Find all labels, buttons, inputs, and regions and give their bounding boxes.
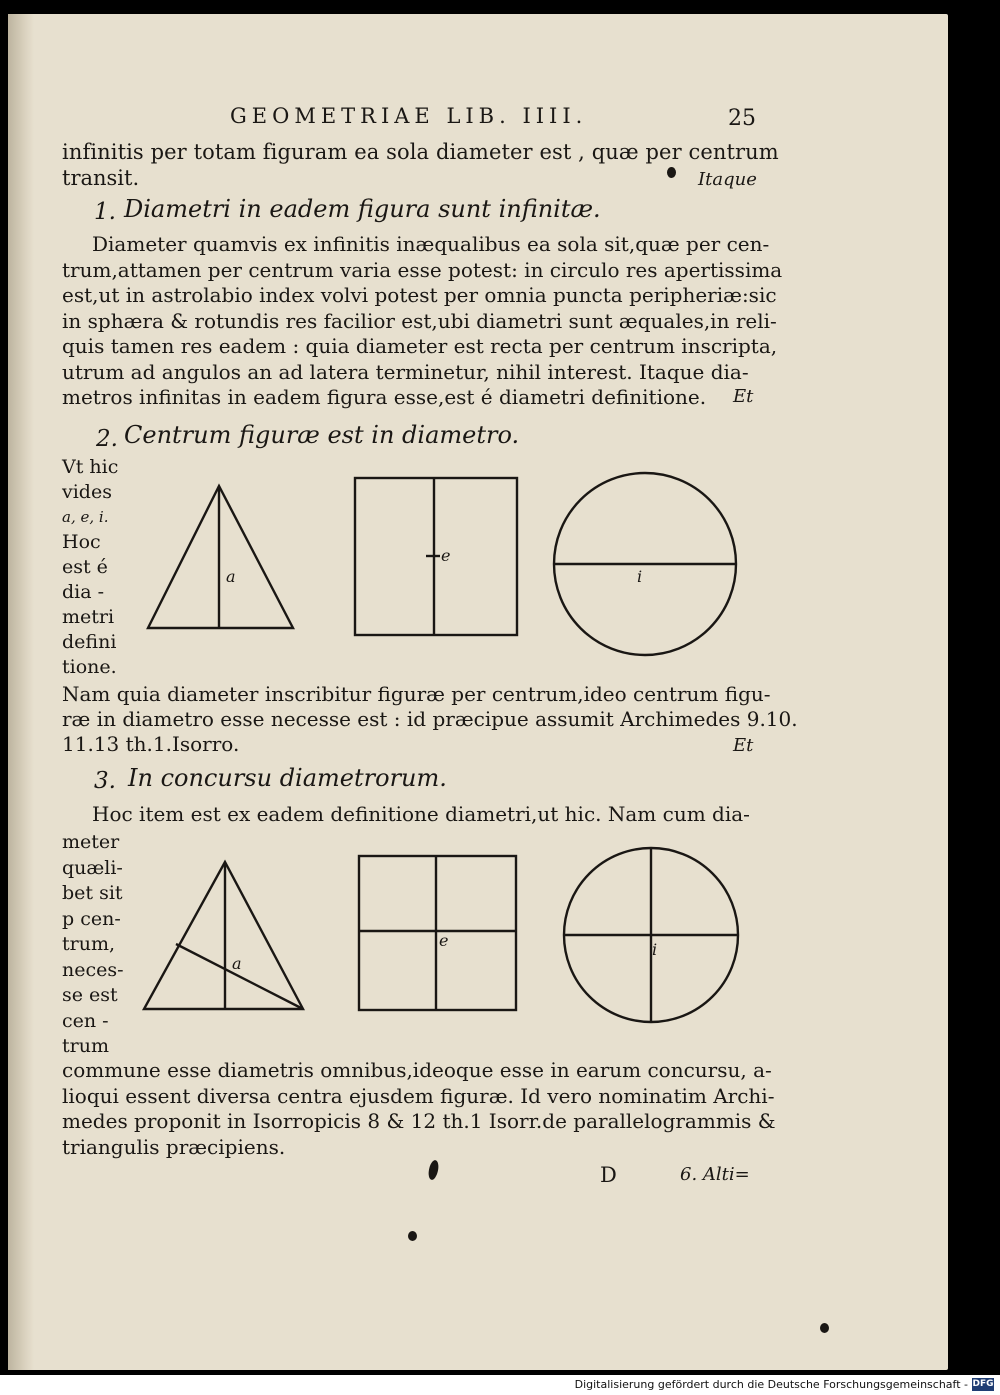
catchword-et-1: Et	[733, 386, 754, 407]
prop2-line: ræ in diametro esse necesse est : id præcipue assumit Archimedes 9.10.	[62, 707, 798, 731]
page-spine-shadow	[8, 14, 34, 1370]
intro-line-2: transit.	[62, 166, 140, 190]
prop3-line: lioqui essent diversa centra ejusdem figuræ. Id vero nominatim Archi-	[62, 1083, 775, 1108]
label-a: a	[226, 567, 236, 586]
prop1-line: trum,attamen per centrum varia esse potest: in circulo res apertissima	[62, 257, 783, 282]
prop3-after-text	[62, 1058, 776, 1160]
square-figure	[359, 856, 516, 1010]
intro-line-1: infinitis per totam figuram ea sola diameter est , quæ per centrum	[62, 140, 779, 164]
prop3-first-line: Hoc item est ex eadem definitione diametri,ut hic. Nam cum dia-	[92, 802, 750, 826]
ink-dot	[408, 1231, 417, 1241]
side-line: defini	[62, 631, 117, 653]
catchword-et-2: Et	[733, 735, 754, 756]
prop3-line: triangulis præcipiens.	[62, 1134, 286, 1159]
prop2-line: 11.13 th.1.Isorro.	[62, 732, 240, 756]
prop2-figures	[140, 470, 750, 670]
side-line: Hoc	[62, 531, 101, 553]
side-line: quæli-	[62, 856, 123, 879]
side-line: cen -	[62, 1009, 109, 1032]
footer-credit: Digitalisierung gefördert durch die Deutsche Forschungsgemeinschaft -	[574, 1378, 968, 1391]
prop3-side-text	[62, 830, 124, 1060]
prop1-number: 1.	[94, 199, 116, 225]
side-line: Vt hic	[62, 456, 119, 478]
digitization-footer	[0, 1375, 1000, 1395]
side-line: meter	[62, 831, 120, 853]
triangle-figure	[148, 486, 293, 628]
running-title: GEOMETRIAE LIB. IIII.	[230, 104, 588, 128]
ink-dot	[667, 167, 676, 178]
side-line: est é	[62, 556, 108, 578]
prop1-line: utrum ad angulos an ad latera terminetur, nihil interest. Itaque dia-	[62, 359, 749, 384]
side-line: metri	[62, 606, 115, 628]
prop2-line: Nam quia diameter inscribitur figuræ per centrum,ideo centrum figu-	[62, 682, 771, 706]
prop1-line: quis tamen res eadem : quia diameter est recta per centrum inscripta,	[62, 334, 778, 358]
prop2-after-text	[62, 682, 798, 757]
signature-mark: D	[600, 1163, 617, 1187]
label-e: e	[439, 931, 449, 950]
prop1-title: Diametri in eadem figura sunt infinitæ.	[124, 195, 601, 223]
side-line: trum	[62, 1035, 109, 1057]
prop2-side-text	[62, 455, 118, 680]
prop3-title: In concursu diametrorum.	[128, 764, 447, 792]
prop3-figures-svg	[140, 842, 750, 1032]
side-line: tione.	[62, 656, 117, 678]
side-line: se est	[62, 984, 118, 1006]
label-i: i	[637, 567, 643, 586]
label-a: a	[232, 954, 242, 973]
page-number: 25	[728, 106, 756, 131]
catchword-itaque: Itaque	[698, 169, 757, 190]
prop3-line: medes proponit in Isorropicis 8 & 12 th.1 Isorr.de parallelogrammis &	[62, 1109, 776, 1133]
dfg-logo: DFG	[972, 1379, 994, 1389]
label-e: e	[441, 546, 451, 565]
side-line: bet sit	[62, 882, 123, 904]
prop1-line: est,ut in astrolabio index volvi potest per omnia puncta peripheriæ:sic	[62, 283, 777, 307]
side-line: trum,	[62, 933, 116, 955]
prop2-title: Centrum figuræ est in diametro.	[124, 421, 520, 449]
label-i: i	[652, 940, 658, 959]
prop2-figures-svg	[140, 470, 750, 670]
side-line: a, e, i.	[62, 508, 109, 526]
prop2-number: 2.	[96, 426, 118, 452]
side-line: dia -	[62, 581, 105, 603]
catchword-alti: 6. Alti=	[680, 1164, 750, 1185]
triangle-figure	[144, 862, 303, 1009]
prop1-line: in sphæra & rotundis res facilior est,ubi diametri sunt æquales,in reli-	[62, 308, 777, 333]
prop1-line: Diameter quamvis ex infinitis inæqualibus ea sola sit,quæ per cen-	[92, 232, 770, 256]
prop1-text	[62, 232, 783, 411]
side-line: vides	[62, 481, 112, 503]
side-line: neces-	[62, 958, 124, 981]
prop3-figures	[140, 842, 750, 1032]
prop1-line: metros infinitas in eadem figura esse,est é diametri definitione.	[62, 385, 707, 409]
ink-dot	[820, 1323, 829, 1333]
prop3-line: commune esse diametris omnibus,ideoque esse in earum concursu, a-	[62, 1058, 772, 1082]
prop3-number: 3.	[94, 768, 116, 794]
side-line: p cen-	[62, 907, 121, 930]
